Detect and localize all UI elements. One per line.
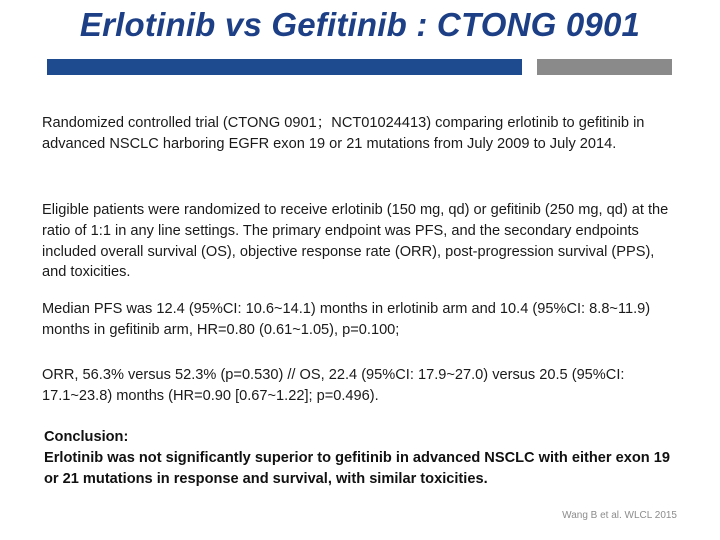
conclusion-heading: Conclusion: — [44, 429, 129, 445]
conclusion-block — [44, 427, 684, 490]
slide-title: Erlotinib vs Gefitinib : CTONG 0901 — [79, 6, 641, 43]
pfs-results-paragraph: Median PFS was 12.4 (95%CI: 10.6~14.1) months in erlotinib arm and 10.4 (95%CI: 8.8~11.9) months in gefitinib arm, HR=0.80 (0.61~1.05), p=0.100; — [42, 301, 651, 338]
study-design-paragraph: Randomized controlled trial (CTONG 0901；NCT01024413) comparing erlotinib to gefitinib in advanced NSCLC harboring EGFR exon 19 or 21 mutations from July 2009 to July 2014. — [42, 115, 645, 152]
title-underline-bar-secondary — [537, 59, 672, 75]
citation-footer: Wang B et al. WLCL 2015 — [562, 510, 677, 521]
conclusion-text: Erlotinib was not significantly superior to gefitinib in advanced NSCLC with either exon 19 or 21 mutations in response and survival, with similar toxicities. — [44, 450, 670, 487]
eligibility-endpoints-paragraph: Eligible patients were randomized to receive erlotinib (150 mg, qd) or gefitinib (250 mg, qd) at the ratio of 1:1 in any line settings. The primary endpoint was PFS, and the secondary endpoints included overall survival (OS), objective response rate (ORR), post-progression survival (PPS), and toxicities. — [42, 202, 669, 281]
orr-os-results-paragraph: ORR, 56.3% versus 52.3% (p=0.530) // OS, 22.4 (95%CI: 17.9~27.0) versus 20.5 (95%CI: 17.1~23.8) months (HR=0.90 [0.67~1.22]; p=0.496). — [42, 367, 625, 404]
title-underline-bar-primary — [47, 59, 522, 75]
